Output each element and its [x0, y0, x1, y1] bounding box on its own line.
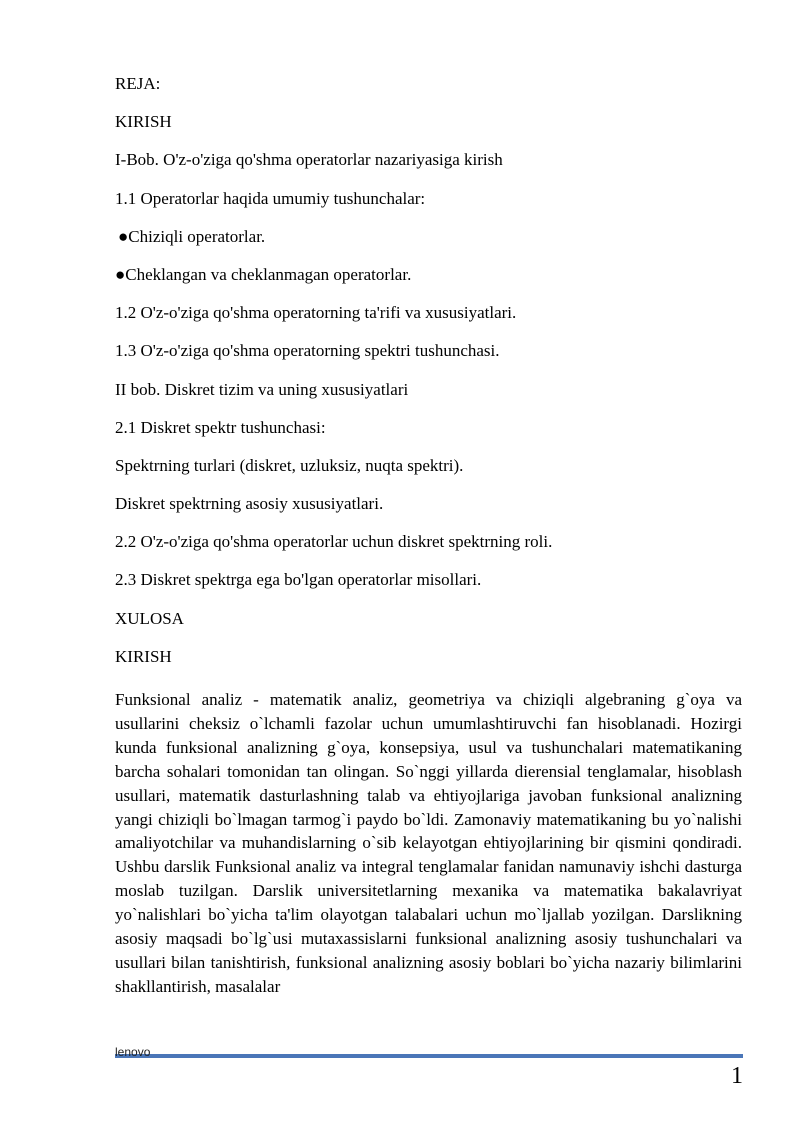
toc-item-section-2-3: 2.3 Diskret spektrga ega bo'lgan operatorlar misollari.	[115, 570, 482, 590]
toc-bullet-linear-operators: ●Chiziqli operatorlar.	[118, 226, 266, 246]
toc-item-conclusion: XULOSA	[115, 608, 184, 628]
toc-item-section-1-2: 1.2 O'z-o'ziga qo'shma operatorning ta'rifi va xususiyatlari.	[115, 303, 517, 323]
toc-item-intro: KIRISH	[115, 112, 172, 132]
table-of-contents	[115, 74, 755, 685]
toc-item-section-1-1: 1.1 Operatorlar haqida umumiy tushunchalar:	[115, 188, 426, 208]
intro-paragraph: Funksional analiz - matematik analiz, geometriya va chiziqli algebraning g`oya va usullarini cheksiz o`lchamli fazolar uchun umumlashtiruvchi fan hisoblanadi. Hozirgi kunda funksional analizning g`oya, konsepsiya, usul va tushunchalari matematikaning barcha sohalari tomonidan tan olingan. So`nggi yillarda dierensial tenglamalar, hisoblash usullari, matematik dasturlashning talab va ehtiyojlariga javoban funksional analizning yangi chiziqli bo`lmagan tarmog`i paydo bo`ldi. Zamonaviy matematikaning bu yo`nalishi amaliyotchilar va muhandislarning o`sib kelayotgan ehtiyojlarining bir qismini qondiradi. Ushbu darslik Funksional analiz va integral tenglamalar fanidan namunaviy ishchi dasturga moslab tuzilgan. Darslik universitetlarning mexanika va matematika bakalavriyat yo`nalishlari bo`yicha ta'lim olayotgan talabalari uchun mo`ljallab yozilgan. Darslikning asosiy maqsadi bo`lg`usi mutaxassislarni funksional analizning asosiy tushunchalari va usullari bilan tanishtirish, funksional analizning asosiy boblari bo`yicha nazariy bilimlarini shakllantirish, masalalar	[115, 690, 742, 996]
intro-heading: KIRISH	[115, 646, 172, 666]
footer-brand-text: lenovo	[115, 1045, 151, 1059]
toc-item-spectrum-types: Spektrning turlari (diskret, uzluksiz, nuqta spektri).	[115, 455, 464, 475]
page-number: 1	[731, 1063, 743, 1089]
toc-bullet-bounded-operators: ●Cheklangan va cheklanmagan operatorlar.	[115, 264, 412, 284]
toc-item-section-1-3: 1.3 O'z-o'ziga qo'shma operatorning spektri tushunchasi.	[115, 341, 500, 361]
toc-item-chapter-1: I-Bob. O'z-o'ziga qo'shma operatorlar nazariyasiga kirish	[115, 150, 503, 170]
toc-item-spectrum-properties: Diskret spektrning asosiy xususiyatlari.	[115, 494, 384, 514]
toc-item-section-2-2: 2.2 O'z-o'ziga qo'shma operatorlar uchun diskret spektrning roli.	[115, 532, 553, 552]
footer-rule	[115, 1054, 743, 1058]
toc-item-chapter-2: II bob. Diskret tizim va uning xususiyatlari	[115, 379, 409, 399]
toc-item-section-2-1: 2.1 Diskret spektr tushunchasi:	[115, 417, 326, 437]
toc-heading: REJA:	[115, 74, 161, 93]
